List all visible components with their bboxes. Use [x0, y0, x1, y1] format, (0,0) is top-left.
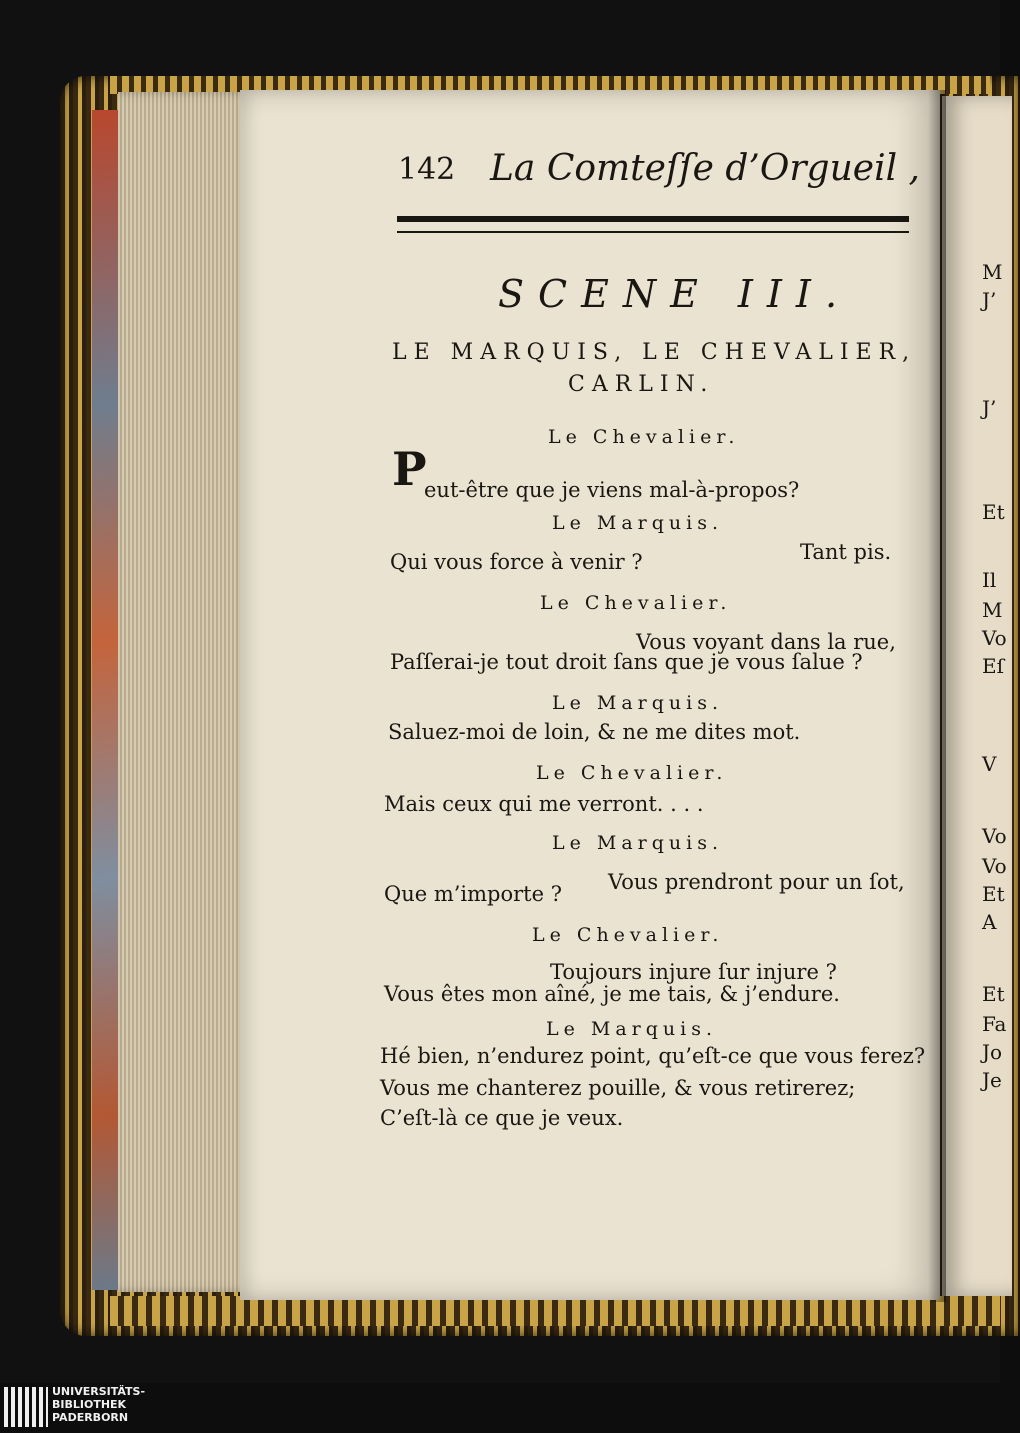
dialogue-line: Mais ceux qui me verront. . . . [384, 792, 704, 816]
facing-page-fragment: Et [982, 982, 1005, 1006]
library-logo-icon [4, 1387, 48, 1427]
facing-page-fragment: M [982, 260, 1003, 284]
dialogue-line: Tant pis. [800, 540, 892, 564]
logo-text-line-2: BIBLIOTHEK [52, 1398, 127, 1411]
header-rule-thick [397, 216, 909, 222]
speaker-label: Le Marquis. [552, 832, 724, 854]
dialogue-line: C’eſt-là ce que je veux. [380, 1106, 624, 1130]
facing-page-fragment: Et [982, 500, 1005, 524]
speaker-label: Le Marquis. [552, 512, 724, 534]
drop-cap: P [392, 442, 427, 496]
running-head: La Comteſſe d’Orgueil , [490, 148, 920, 189]
dialogue-line: Hé bien, n’endurez point, qu’eſt-ce que vous ferez? [380, 1044, 926, 1068]
logo-text-line-1: UNIVERSITÄTS- [52, 1385, 146, 1398]
speaker-label: Le Chevalier. [548, 426, 740, 448]
dialogue-line: Toujours injure ſur injure ? [550, 960, 837, 984]
facing-page-fragment: Vo [982, 854, 1007, 878]
speaker-label: Le Marquis. [546, 1018, 718, 1040]
gutter-shadow [928, 90, 946, 1302]
speaker-label: Le Chevalier. [536, 762, 728, 784]
dialogue-line: Que m’importe ? [384, 882, 562, 906]
dialogue-line: eut-être que je viens mal-à-propos? [424, 478, 800, 502]
page-number: 142 [398, 152, 456, 187]
speaker-label: Le Chevalier. [540, 592, 732, 614]
facing-page-fragment: Eſ [982, 654, 1005, 678]
dialogue-line: Paſſerai-je tout droit ſans que je vous ſalue ? [390, 650, 863, 674]
header-rule-thin [397, 231, 909, 233]
facing-page-fragment: Vo [982, 824, 1007, 848]
facing-page-fragment: J’ [982, 288, 997, 312]
speaker-label: Le Marquis. [552, 692, 724, 714]
facing-page-fragment: A [982, 910, 997, 934]
facing-page-fragment: Jo [982, 1040, 1003, 1064]
facing-page-fragment: Fa [982, 1012, 1007, 1036]
facing-page-fragment: Et [982, 882, 1005, 906]
dialogue-line: Vous me chanterez pouille, & vous retirerez; [380, 1076, 856, 1100]
cast-list-line-1: LE MARQUIS, LE CHEVALIER, [392, 340, 917, 365]
binding-gilt-bottom [110, 1296, 1000, 1326]
dialogue-line: Vous voyant dans la rue, [636, 630, 896, 654]
facing-page-fragment: J’ [982, 396, 997, 420]
logo-text-line-3: PADERBORN [52, 1411, 129, 1424]
facing-page-fragment: V [982, 752, 997, 776]
cast-list-line-2: CARLIN. [568, 372, 715, 397]
dialogue-line: Qui vous force à venir ? [390, 550, 643, 574]
dialogue-line: Saluez-moi de loin, & ne me dites mot. [388, 720, 801, 744]
dialogue-line: Vous prendront pour un ſot, [608, 870, 905, 894]
facing-page-fragment: Il [982, 568, 997, 592]
facing-page-fragment: M [982, 598, 1003, 622]
dialogue-line: Vous êtes mon aîné, je me tais, & j’endure. [384, 982, 840, 1006]
speaker-label: Le Chevalier. [532, 924, 724, 946]
page-block-edges [118, 92, 250, 1292]
scene-title: SCENE III. [498, 272, 852, 316]
facing-page-fragment: Vo [982, 626, 1007, 650]
footer-bar [0, 1383, 1000, 1433]
facing-page-fragment: Je [982, 1068, 1002, 1092]
